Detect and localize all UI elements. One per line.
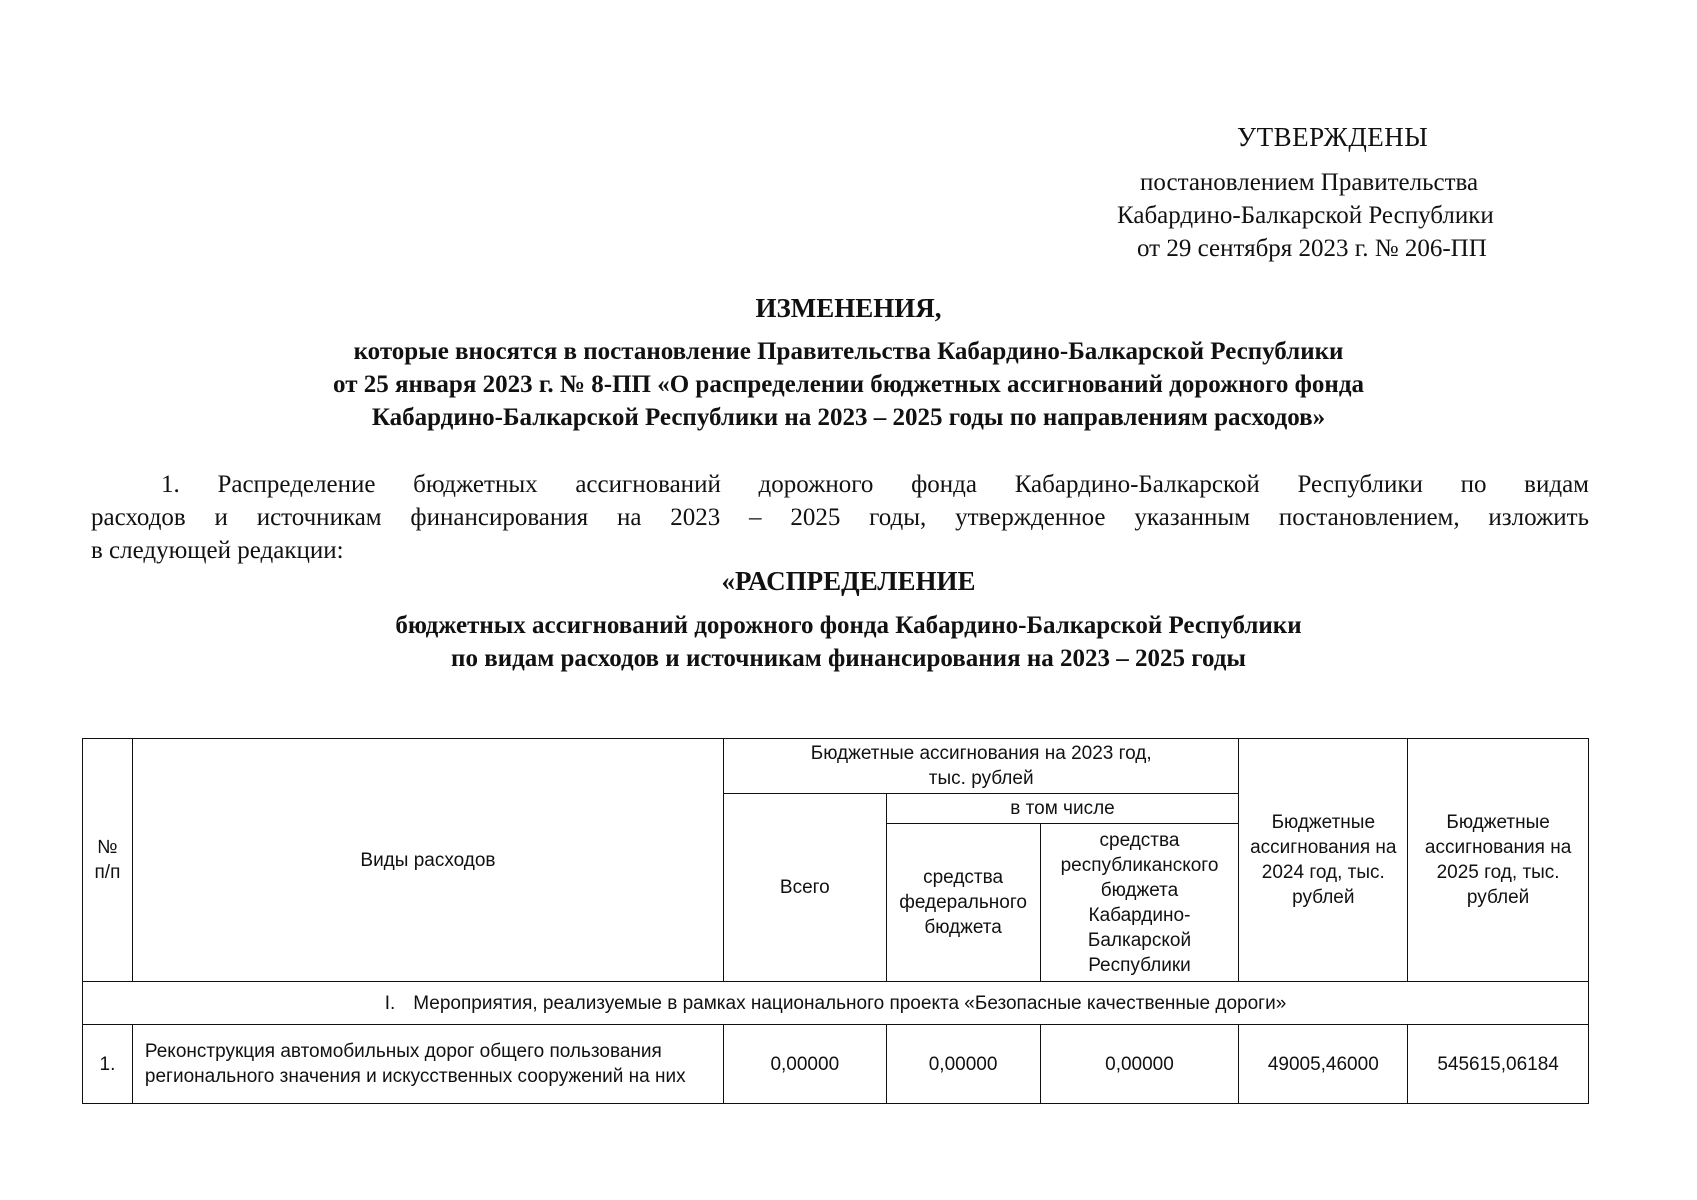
row-total: 0,00000	[724, 1025, 887, 1104]
section-row	[83, 982, 1589, 1025]
approval-title: УТВЕРЖДЕНЫ	[1237, 122, 1429, 152]
header-num: № п/п	[83, 739, 133, 982]
header-budget-2024: Бюджетные ассигнования на 2024 год, тыс. рублей	[1239, 739, 1408, 982]
distribution-subtitle-2: по видам расходов и источникам финансирования на 2023 – 2025 годы	[451, 645, 1246, 672]
section-number: I.	[384, 992, 396, 1014]
row-type: Реконструкция автомобильных дорог общего пользования регионального значения и искусственных сооружений на них	[132, 1025, 723, 1104]
section-title: Мероприятия, реализуемые в рамках национального проекта «Безопасные качественные дороги»	[413, 992, 1287, 1014]
header-type: Виды расходов	[132, 739, 723, 982]
table-row	[83, 1025, 1589, 1104]
row-2025: 545615,06184	[1408, 1025, 1589, 1104]
header-including: в том числе	[886, 794, 1239, 824]
header-budget-2023: Бюджетные ассигнования на 2023 год, тыс. рублей	[724, 739, 1239, 794]
approval-line-3: от 29 сентября 2023 г. № 206-ПП	[1137, 235, 1487, 262]
row-num: 1.	[83, 1025, 133, 1104]
distribution-title: «РАСПРЕДЕЛЕНИЕ	[721, 566, 976, 596]
approval-line-2: Кабардино-Балкарской Республики	[1117, 202, 1494, 229]
header-federal: средства федерального бюджета	[886, 824, 1040, 982]
changes-title: ИЗМЕНЕНИЯ,	[755, 293, 942, 323]
header-republican: средства республиканского бюджета Кабардино-Балкарской Республики	[1040, 824, 1239, 982]
row-federal: 0,00000	[886, 1025, 1040, 1104]
header-budget-2025: Бюджетные ассигнования на 2025 год, тыс. рублей	[1408, 739, 1589, 982]
approval-line-1: постановлением Правительства	[1140, 169, 1479, 196]
changes-subtitle-2: от 25 января 2023 г. № 8-ПП «О распределении бюджетных ассигнований дорожного фонда	[333, 371, 1364, 398]
changes-subtitle-3: Кабардино-Балкарской Республики на 2023 – 2025 годы по направлениям расходов»	[371, 404, 1326, 431]
paragraph-line-2: расходов и источникам финансирования на 2023 – 2025 годы, утвержденное указанным постановлением, изложить	[91, 504, 1589, 531]
row-2024: 49005,46000	[1239, 1025, 1408, 1104]
budget-table	[82, 738, 1589, 1104]
row-republican: 0,00000	[1040, 1025, 1239, 1104]
paragraph-line-1-text: 1. Распределение бюджетных ассигнований дорожного фонда Кабардино-Балкарской Республики по видам	[161, 471, 1589, 498]
distribution-subtitle-1: бюджетных ассигнований дорожного фонда Кабардино-Балкарской Республики	[395, 612, 1302, 639]
header-total: Всего	[724, 794, 887, 982]
paragraph-line-3: в следующей редакции:	[91, 537, 344, 564]
paragraph-line-1	[91, 468, 1589, 501]
changes-subtitle-1: которые вносятся в постановление Правительства Кабардино-Балкарской Республики	[353, 338, 1344, 365]
